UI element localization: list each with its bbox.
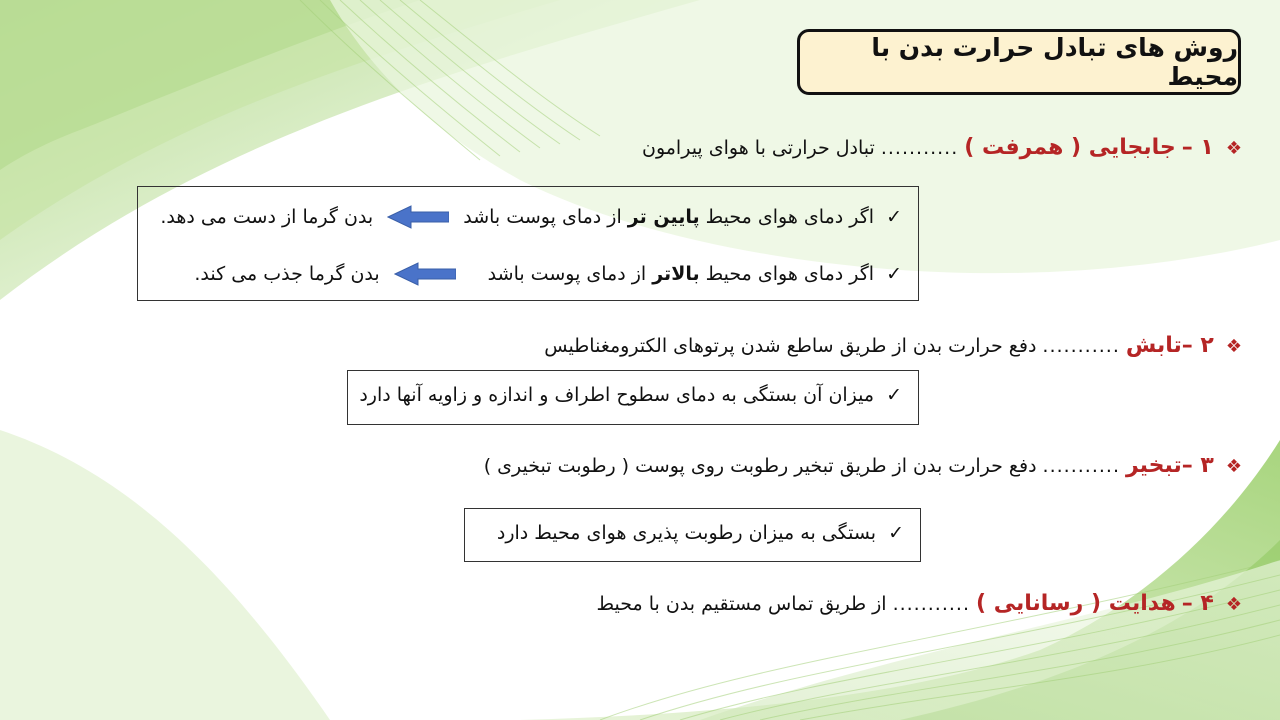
detail-text: میزان آن بستگی به دمای سطوح اطراف و اندازه و زاویه آنها دارد	[359, 384, 875, 406]
check-icon: ✓	[886, 206, 902, 228]
radiation-details-box	[347, 370, 919, 425]
section-description: دفع حرارت بدن از طریق تبخیر رطوبت روی پوست ( رطوبت تبخیری )	[483, 455, 1037, 477]
section-number: ۳ –	[1181, 453, 1214, 478]
check-icon: ✓	[886, 263, 902, 285]
evaporation-details-box	[464, 508, 921, 562]
section-number: ۲ –	[1181, 333, 1214, 358]
section-term: جابجایی ( همرفت )	[964, 135, 1176, 160]
title-box	[797, 29, 1241, 95]
section-description: تبادل حرارتی با هوای پیرامون	[641, 137, 875, 159]
left-arrow-icon	[387, 205, 449, 229]
section-convection	[642, 135, 1242, 160]
left-arrow-icon	[394, 262, 456, 286]
dots-leader: ...........	[1042, 455, 1120, 477]
section-evaporation	[484, 453, 1242, 478]
diamond-bullet-icon: ❖	[1225, 138, 1242, 159]
list-item	[194, 262, 902, 286]
detail-text: بستگی به میزان رطوبت پذیری هوای محیط دارد	[496, 522, 877, 544]
list-item	[497, 522, 904, 544]
dots-leader: ...........	[892, 593, 970, 615]
condition-text: اگر دمای هوای محیط پایین تر از دمای پوست باشد	[463, 206, 875, 228]
section-number: ۴ –	[1181, 591, 1214, 616]
slide-title: روش های تبادل حرارت بدن با محیط	[871, 33, 1238, 91]
list-item	[359, 384, 902, 406]
section-description: از طریق تماس مستقیم بدن با محیط	[596, 593, 887, 615]
dots-leader: ...........	[880, 137, 959, 159]
diamond-bullet-icon: ❖	[1225, 336, 1242, 357]
section-term: هدایت ( رسانایی )	[976, 591, 1176, 616]
list-item	[160, 205, 902, 229]
section-term: تابش	[1125, 333, 1182, 358]
section-conduction	[597, 591, 1242, 616]
diamond-bullet-icon: ❖	[1225, 456, 1242, 477]
check-icon: ✓	[886, 384, 902, 406]
dots-leader: ...........	[1042, 335, 1120, 357]
section-radiation	[544, 333, 1242, 358]
diamond-bullet-icon: ❖	[1225, 594, 1242, 615]
result-text: بدن گرما از دست می دهد.	[160, 206, 374, 228]
section-number: ۱ –	[1181, 135, 1214, 160]
convection-details-box	[137, 186, 919, 301]
section-description: دفع حرارت بدن از طریق ساطع شدن پرتوهای الکترومغناطیس	[544, 335, 1037, 357]
section-term: تبخیر	[1125, 453, 1182, 478]
check-icon: ✓	[888, 522, 904, 544]
condition-text: اگر دمای هوای محیط بالاتر از دمای پوست باشد	[487, 263, 875, 285]
result-text: بدن گرما جذب می کند.	[194, 263, 380, 285]
